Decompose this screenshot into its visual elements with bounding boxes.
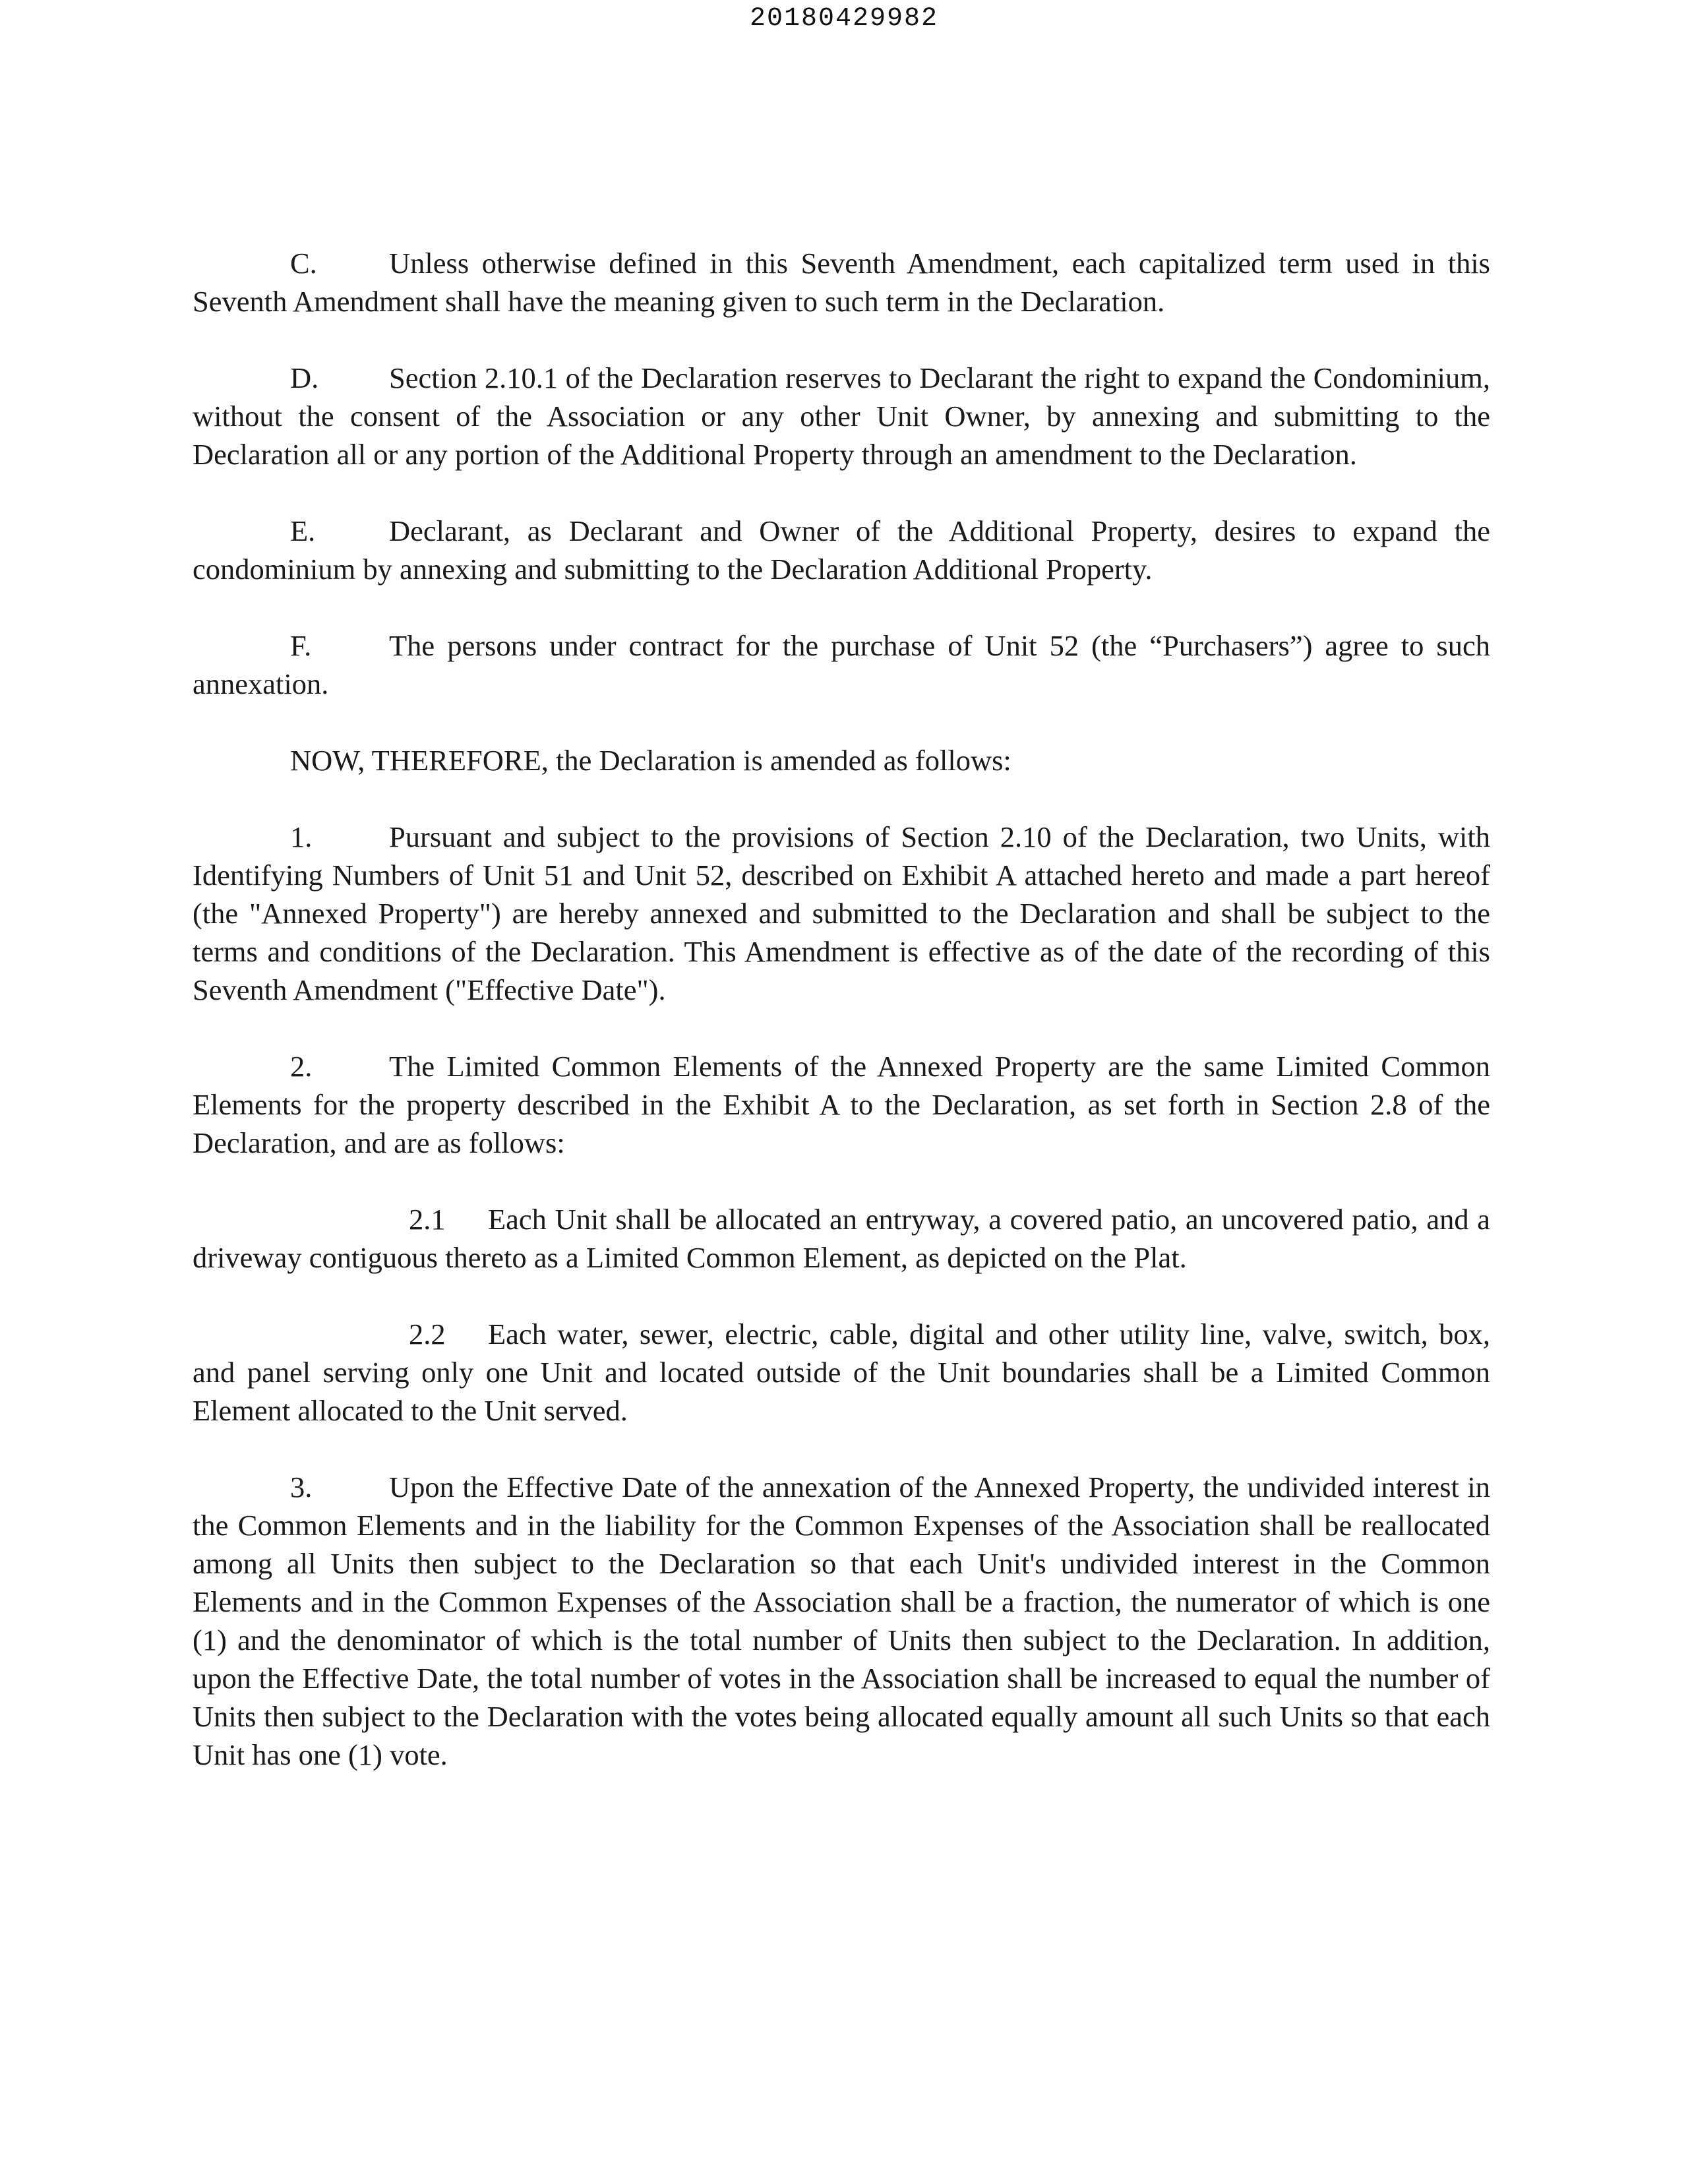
paragraph-text: Unless otherwise defined in this Seventh Amendment, each capitalized term used in this Seventh Amendment shall have the meaning given to such term in the Declaration. [193,247,1490,318]
document-body [193,244,1490,1774]
paragraph-d [193,359,1490,473]
paragraph-label: 2.1 [409,1203,446,1236]
paragraph-c [193,244,1490,320]
paragraph-text: Pursuant and subject to the provisions of Section 2.10 of the Declaration, two Units, with Identifying Numbers of Unit 51 and Unit 52, described on Exhibit A attached hereto and made a part hereof (the "Annexed Property") are hereby annexed and submitted to the Declaration and shall be subject to the terms and conditions of the Declaration. This Amendment is effective as of the date of the recording of this Seventh Amendment ("Effective Date"). [193,820,1490,1006]
paragraph-1 [193,818,1490,1009]
paragraph-2-1 [193,1200,1490,1277]
now-therefore-clause: NOW, THEREFORE, the Declaration is amended as follows: [290,744,1011,777]
paragraph-2 [193,1047,1490,1162]
paragraph-text: Declarant, as Declarant and Owner of the Additional Property, desires to expand the condominium by annexing and submitting to the Declaration Additional Property. [193,514,1490,586]
paragraph-f [193,626,1490,703]
paragraph-text: Each Unit shall be allocated an entryway, a covered patio, an uncovered patio, and a driveway contiguous thereto as a Limited Common Element, as depicted on the Plat. [193,1203,1490,1274]
paragraph-text: The Limited Common Elements of the Annexed Property are the same Limited Common Elements for the property described in the Exhibit A to the Declaration, as set forth in Section 2.8 of the Declaration, and are as follows: [193,1050,1490,1159]
paragraph-e [193,512,1490,588]
paragraph-3 [193,1468,1490,1774]
paragraph-label: 2. [290,1050,313,1083]
paragraph-text: Each water, sewer, electric, cable, digital and other utility line, valve, switch, box, and panel serving only one Unit and located outside of the Unit boundaries shall be a Limited Common Element allocated to the Unit served. [193,1318,1490,1427]
paragraph-text: Section 2.10.1 of the Declaration reserves to Declarant the right to expand the Condominium, without the consent of the Association or any other Unit Owner, by annexing and submitting to the Declaration all or any portion of the Additional Property through an amendment to the Declaration. [193,361,1490,471]
paragraph-label: 3. [290,1471,313,1503]
paragraph-text: Upon the Effective Date of the annexation of the Annexed Property, the undivided interest in the Common Elements and in the liability for the Common Expenses of the Association shall be reallocated among all Units then subject to the Declaration so that each Unit's undivided interest in the Common Elements and in the Common Expenses of the Association shall be a fraction, the numerator of which is one (1) and the denominator of which is the total number of Units then subject to the Declaration. In addition, upon the Effective Date, the total number of votes in the Association shall be increased to equal the number of Units then subject to the Declaration with the votes being allocated equally amount all such Units so that each Unit has one (1) vote. [193,1471,1490,1771]
paragraph-label: 1. [290,820,313,853]
paragraph-label: D. [290,361,319,394]
paragraph-label: C. [290,247,317,280]
paragraph-label: F. [290,629,312,662]
paragraph-text: The persons under contract for the purchase of Unit 52 (the “Purchasers”) agree to such annexation. [193,629,1490,700]
document-number: 20180429982 [749,4,939,34]
paragraph-label: 2.2 [409,1318,446,1350]
paragraph-2-2 [193,1315,1490,1430]
paragraph-label: E. [290,514,316,547]
